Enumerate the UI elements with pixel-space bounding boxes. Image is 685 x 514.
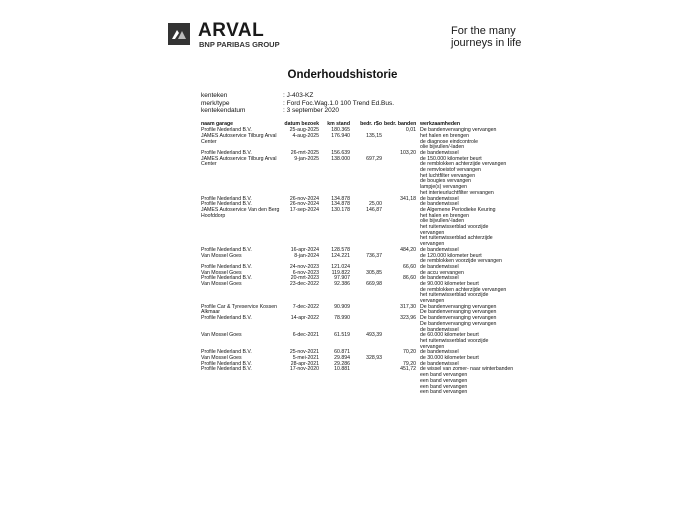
date-cell: 6-nov-2023 xyxy=(292,269,319,276)
work-item: De bandenvervanging vervangen xyxy=(420,309,497,316)
work-item: een band vervangen xyxy=(420,389,468,396)
garage-cell: Profile Nederland B.V. xyxy=(201,149,252,156)
garage-cell: JAMES Autoservice Van den Berg Hoofddorp xyxy=(201,206,280,219)
bedr-banden-cell: 103,20 xyxy=(400,149,416,156)
date-cell: 9-jan-2025 xyxy=(294,155,319,162)
page-title: Onderhoudshistorie xyxy=(287,69,398,81)
date-cell: 6-dec-2021 xyxy=(292,332,319,339)
work-item: het ruitenwisserblad voorzijde xyxy=(420,337,489,344)
km-cell: 134.878 xyxy=(331,201,350,208)
work-item: vervangen xyxy=(420,229,445,236)
date-cell: 14-apr-2022 xyxy=(290,315,319,322)
date-cell: 20-mrt-2023 xyxy=(290,275,319,282)
work-cell xyxy=(420,208,530,248)
km-cell: 180.365 xyxy=(331,127,350,134)
info-value: : J-403-KZ xyxy=(283,92,314,99)
slogan-line: journeys in life xyxy=(451,37,522,49)
km-cell: 156.639 xyxy=(331,149,350,156)
date-cell: 4-aug-2025 xyxy=(292,132,319,139)
garage-cell: Profile Nederland B.V. xyxy=(201,263,252,270)
km-cell: 61.519 xyxy=(334,332,350,339)
km-cell: 60.871 xyxy=(334,349,350,356)
info-row xyxy=(201,107,340,115)
bedr-rso-cell: 328,93 xyxy=(366,355,382,362)
arval-logo-mark-icon xyxy=(168,23,190,45)
work-item: het halen en brengen xyxy=(420,212,470,219)
garage-cell: JAMES Autoservice Tilburg Arval Center xyxy=(201,132,277,145)
garage-cell: JAMES Autoservice Tilburg Arval Center xyxy=(201,155,277,168)
work-item: de 60.000 kilometer beurt xyxy=(420,332,479,339)
bedr-banden-cell: 79,20 xyxy=(403,360,416,367)
date-cell: 25-aug-2025 xyxy=(289,127,319,134)
work-item: de remblokken achterzijde vervangen xyxy=(420,286,507,293)
km-cell: 78.990 xyxy=(334,315,350,322)
bedr-banden-cell: 66,60 xyxy=(403,263,416,270)
slogan-line: For the many xyxy=(451,25,516,37)
info-value: : 3 september 2020 xyxy=(283,107,340,115)
logo-subtitle: BNP PARIBAS GROUP xyxy=(199,40,280,49)
bedr-banden-cell: 451,72 xyxy=(400,366,416,373)
garage-cell: Profile Nederland B.V. xyxy=(201,127,252,134)
vehicle-info xyxy=(201,92,395,115)
bedr-rso-cell: 146,87 xyxy=(366,206,382,213)
garage-cell: Van Mossel Goes xyxy=(201,355,242,362)
garage-cell: Van Mossel Goes xyxy=(201,280,242,287)
garage-cell: Profile Car & Tyreservice Kossen Alkmaar xyxy=(201,303,278,316)
date-cell: 26-nov-2024 xyxy=(289,201,319,208)
work-item: de Algemene Periodieke Keuring xyxy=(420,206,496,213)
garage-cell: Profile Nederland B.V. xyxy=(201,201,252,208)
work-item: de remvloeistof vervangen xyxy=(420,167,481,174)
work-item: de bandenwissel xyxy=(420,326,459,333)
info-label: kenteken xyxy=(201,92,228,99)
work-item: lampje(s) vervangen xyxy=(420,184,467,191)
work-cell xyxy=(420,333,530,350)
info-label: kentekendatum xyxy=(201,107,246,115)
bedr-banden-cell: 0,01 xyxy=(405,127,416,134)
work-item: het halen en brengen xyxy=(420,132,470,139)
work-item: de 120.000 kilometer beurt xyxy=(420,252,482,259)
date-cell: 28-apr-2021 xyxy=(290,360,319,367)
work-item: de 150.000 kilometer beurt xyxy=(420,155,482,162)
bedr-rso-cell: 305,85 xyxy=(366,269,382,276)
bedr-rso-cell: 697,29 xyxy=(366,155,382,162)
work-item: de bandenwissel xyxy=(420,201,459,208)
garage-cell: Profile Nederland B.V. xyxy=(201,246,252,253)
garage-cell: Profile Nederland B.V. xyxy=(201,366,252,373)
work-item: olie bijvullen/-laden xyxy=(420,144,465,151)
work-cell xyxy=(420,316,530,333)
info-row xyxy=(201,92,314,100)
bedr-banden-cell: 484,20 xyxy=(400,246,416,253)
date-cell: 7-dec-2022 xyxy=(292,303,319,310)
work-item: de accu vervangen xyxy=(420,269,464,276)
bedr-rso-cell: 135,15 xyxy=(366,132,382,139)
header-garage: naam garage xyxy=(201,121,234,127)
garage-cell: Profile Nederland B.V. xyxy=(201,360,252,367)
work-item: het ruitenwisserblad voorzijde xyxy=(420,292,489,299)
date-cell: 5-mei-2021 xyxy=(292,355,319,362)
work-item: de bandenwissel xyxy=(420,360,459,367)
date-cell: 23-dec-2022 xyxy=(289,280,319,287)
km-cell: 134.878 xyxy=(331,195,350,202)
km-cell: 29.286 xyxy=(334,360,350,367)
work-item: De bandenvervanging vervangen xyxy=(420,315,497,322)
info-row xyxy=(201,99,395,108)
km-cell: 138.000 xyxy=(331,155,350,162)
garage-cell: Van Mossel Goes xyxy=(201,269,242,276)
work-item: een band vervangen xyxy=(420,372,468,379)
date-cell: 8-jan-2024 xyxy=(294,252,319,259)
km-cell: 92.386 xyxy=(334,280,350,287)
garage-cell: Van Mossel Goes xyxy=(201,332,242,339)
header-date: datum bezoek xyxy=(284,121,319,127)
work-item: olie bijvullen/-laden xyxy=(420,218,465,225)
garage-cell: Van Mossel Goes xyxy=(201,252,242,259)
date-cell: 17-nov-2020 xyxy=(289,366,319,373)
work-item: het luchtfilter vervangen xyxy=(420,172,476,179)
work-item: vervangen xyxy=(420,298,445,305)
km-cell: 90.909 xyxy=(334,303,350,310)
header-work: werkzaamheden xyxy=(420,121,461,127)
work-item: het ruitenwisserblad achterzijde xyxy=(420,235,493,242)
bedr-banden-cell: 323,96 xyxy=(400,315,416,322)
work-item: de wissel van zomer- naar winterbanden xyxy=(420,366,514,373)
info-label: merk/type xyxy=(201,99,230,107)
work-item: de bandenwissel xyxy=(420,263,459,270)
work-item: het ruitenwisserblad voorzijde xyxy=(420,224,489,231)
work-item: een band vervangen xyxy=(420,377,468,384)
work-item: de 90.000 kilometer beurt xyxy=(420,280,479,287)
bedr-rso-cell: 25,00 xyxy=(369,201,382,208)
garage-cell: Profile Nederland B.V. xyxy=(201,349,252,356)
bedr-rso-cell: 669,98 xyxy=(366,280,382,287)
work-item: het interieurluchtfilter vervangen xyxy=(420,189,494,196)
info-value: : Ford Foc.Wag.1.0 100 Trend Ed.Bus. xyxy=(283,99,395,107)
work-item: vervangen xyxy=(420,241,445,248)
logo-name: ARVAL xyxy=(198,20,265,41)
work-item: vervangen xyxy=(420,343,445,350)
km-cell: 130.178 xyxy=(331,206,350,213)
km-cell: 176.940 xyxy=(331,132,350,139)
date-cell: 26-nov-2024 xyxy=(289,195,319,202)
km-cell: 124.221 xyxy=(331,252,350,259)
work-item: de bougies vervangen xyxy=(420,178,472,185)
bedr-banden-cell: 341,18 xyxy=(400,195,416,202)
work-item: de diagnose eindcontrole xyxy=(420,138,478,145)
bedr-banden-cell: 317,30 xyxy=(400,303,416,310)
work-item: De bandenvervanging vervangen xyxy=(420,320,497,327)
km-cell: 29.894 xyxy=(334,355,350,362)
slogan xyxy=(451,25,521,49)
garage-cell: Profile Nederland B.V. xyxy=(201,195,252,202)
date-cell: 25-nov-2021 xyxy=(289,349,319,356)
km-cell: 10.881 xyxy=(334,366,350,373)
bedr-rso-cell: 493,39 xyxy=(366,332,382,339)
work-cell xyxy=(420,367,530,396)
bedr-rso-cell: 736,37 xyxy=(366,252,382,259)
work-item: de bandenwissel xyxy=(420,149,459,156)
garage-cell: Profile Nederland B.V. xyxy=(201,315,252,322)
date-cell: 26-mrt-2025 xyxy=(290,149,319,156)
work-item: de remblokken voorzijde vervangen xyxy=(420,258,502,265)
work-item: De bandenvervanging vervangen xyxy=(420,303,497,310)
km-cell: 128.578 xyxy=(331,246,350,253)
date-cell: 24-nov-2023 xyxy=(289,263,319,270)
garage-cell: Profile Nederland B.V. xyxy=(201,275,252,282)
km-cell: 119.822 xyxy=(331,269,350,276)
header-bedr-banden: bedr. banden xyxy=(384,121,417,127)
work-cell xyxy=(420,134,530,151)
work-item: de bandenwissel xyxy=(420,246,459,253)
km-cell: 121.024 xyxy=(331,263,350,270)
date-cell: 16-apr-2024 xyxy=(290,246,319,253)
work-item: De bandenvervanging vervangen xyxy=(420,127,497,134)
work-item: de bandenwissel xyxy=(420,195,459,202)
bedr-banden-cell: 86,60 xyxy=(403,275,416,282)
date-cell: 17-sep-2024 xyxy=(289,206,319,213)
header-bedr-rso: bedr. r$o xyxy=(360,121,382,127)
km-cell: 97.907 xyxy=(334,275,350,282)
work-item: de bandenwissel xyxy=(420,349,459,356)
bedr-banden-cell: 70,20 xyxy=(403,349,416,356)
work-item: een band vervangen xyxy=(420,383,468,390)
work-item: de 30.000 kilometer beurt xyxy=(420,355,479,362)
header-km: km stand xyxy=(327,121,350,127)
work-item: de bandenwissel xyxy=(420,275,459,282)
work-item: de remblokken achterzijde vervangen xyxy=(420,161,507,168)
work-cell xyxy=(420,157,530,197)
work-cell xyxy=(420,282,530,305)
